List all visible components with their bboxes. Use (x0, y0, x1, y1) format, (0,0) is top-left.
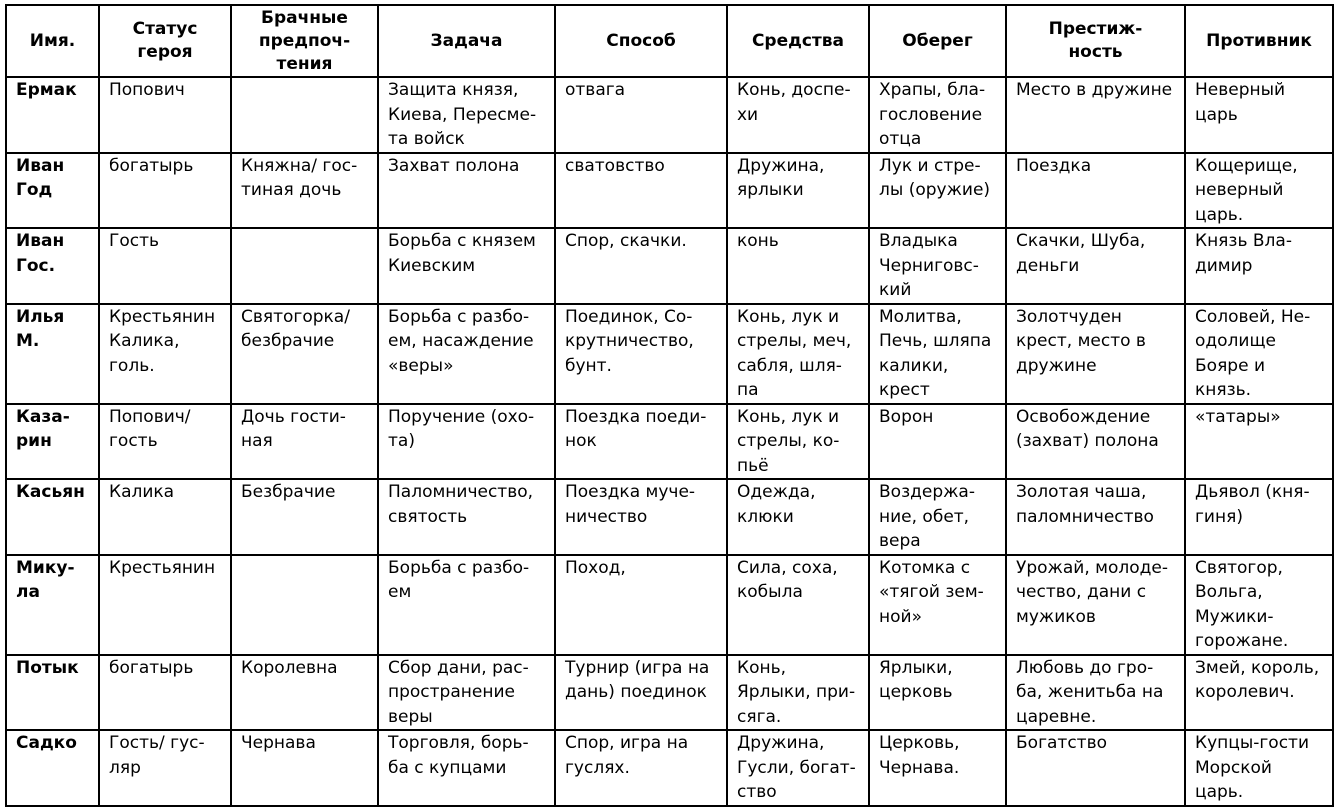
cell-marriage: Дочь гости- ная (231, 404, 378, 480)
table-row (6, 304, 1333, 404)
cell-means: Одежда, клюки (727, 479, 869, 555)
header-method: Способ (555, 5, 727, 77)
cell-name: Ермак (6, 77, 99, 153)
cell-amulet: Церковь, Чернава. (869, 730, 1006, 806)
header-name: Имя. (6, 5, 99, 77)
header-means: Средства (727, 5, 869, 77)
cell-opponent: Князь Вла- димир (1185, 228, 1333, 304)
heroes-table-wrapper (5, 4, 1334, 807)
cell-status: Крестьянин (99, 555, 231, 655)
cell-status: Крестьянин Калика, голь. (99, 304, 231, 404)
cell-status: богатырь (99, 153, 231, 229)
header-marriage: Брачные предпоч- тения (231, 5, 378, 77)
cell-name: Потык (6, 655, 99, 731)
cell-marriage: Святогорка/ безбрачие (231, 304, 378, 404)
cell-means: Конь, лук и стрелы, ко- пьё (727, 404, 869, 480)
cell-task: Поручение (охо- та) (378, 404, 555, 480)
table-row (6, 153, 1333, 229)
cell-status: Гость (99, 228, 231, 304)
table-row (6, 479, 1333, 555)
table-row (6, 228, 1333, 304)
cell-method: сватовство (555, 153, 727, 229)
cell-method: Турнир (игра на дань) поединок (555, 655, 727, 731)
cell-task: Паломничество, святость (378, 479, 555, 555)
header-row (6, 5, 1333, 77)
cell-task: Борьба с разбо- ем (378, 555, 555, 655)
table-row (6, 77, 1333, 153)
cell-task: Борьба с разбо- ем, насаждение «веры» (378, 304, 555, 404)
cell-marriage: Безбрачие (231, 479, 378, 555)
cell-prestige: Освобождение (захват) полона (1006, 404, 1185, 480)
cell-means: Дружина, Гусли, богат- ство (727, 730, 869, 806)
cell-amulet: Воздержа- ние, обет, вера (869, 479, 1006, 555)
cell-opponent: Змей, король, королевич. (1185, 655, 1333, 731)
table-row (6, 404, 1333, 480)
cell-method: Спор, скачки. (555, 228, 727, 304)
cell-status: Попович (99, 77, 231, 153)
cell-marriage (231, 555, 378, 655)
cell-means: конь (727, 228, 869, 304)
cell-means: Дружина, ярлыки (727, 153, 869, 229)
cell-amulet: Ворон (869, 404, 1006, 480)
cell-marriage (231, 77, 378, 153)
cell-method: отвага (555, 77, 727, 153)
cell-marriage: Королевна (231, 655, 378, 731)
cell-opponent: «татары» (1185, 404, 1333, 480)
cell-status: Гость/ гус- ляр (99, 730, 231, 806)
cell-name: Касьян (6, 479, 99, 555)
table-row (6, 730, 1333, 806)
cell-means: Конь, доспе- хи (727, 77, 869, 153)
table-row (6, 655, 1333, 731)
cell-status: Калика (99, 479, 231, 555)
cell-task: Торговля, борь- ба с купцами (378, 730, 555, 806)
cell-amulet: Владыка Черниговс- кий (869, 228, 1006, 304)
cell-marriage (231, 228, 378, 304)
cell-opponent: Соловей, Не- одолище Бояре и князь. (1185, 304, 1333, 404)
cell-means: Конь, Ярлыки, при- сяга. (727, 655, 869, 731)
cell-status: богатырь (99, 655, 231, 731)
header-task: Задача (378, 5, 555, 77)
cell-prestige: Место в дружине (1006, 77, 1185, 153)
cell-marriage: Княжна/ гос- тиная дочь (231, 153, 378, 229)
cell-amulet: Молитва, Печь, шляпа калики, крест (869, 304, 1006, 404)
cell-prestige: Золотчуден крест, место в дружине (1006, 304, 1185, 404)
cell-name: Каза- рин (6, 404, 99, 480)
cell-prestige: Любовь до гро- ба, женитьба на царевне. (1006, 655, 1185, 731)
cell-means: Сила, соха, кобыла (727, 555, 869, 655)
cell-method: Поездка муче- ничество (555, 479, 727, 555)
cell-method: Поездка поеди- нок (555, 404, 727, 480)
heroes-table (5, 4, 1334, 807)
cell-status: Попович/ гость (99, 404, 231, 480)
cell-prestige: Урожай, молоде- чество, дани с мужиков (1006, 555, 1185, 655)
cell-task: Защита князя, Киева, Пересме- та войск (378, 77, 555, 153)
cell-task: Захват полона (378, 153, 555, 229)
cell-method: Поход, (555, 555, 727, 655)
header-prestige: Престиж- ность (1006, 5, 1185, 77)
table-row (6, 555, 1333, 655)
cell-name: Иван Гос. (6, 228, 99, 304)
header-opponent: Противник (1185, 5, 1333, 77)
cell-method: Спор, игра на гуслях. (555, 730, 727, 806)
cell-name: Иван Год (6, 153, 99, 229)
cell-opponent: Неверный царь (1185, 77, 1333, 153)
cell-amulet: Лук и стре- лы (оружие) (869, 153, 1006, 229)
cell-name: Мику- ла (6, 555, 99, 655)
cell-task: Сбор дани, рас- пространение веры (378, 655, 555, 731)
header-amulet: Оберег (869, 5, 1006, 77)
cell-amulet: Храпы, бла- гословение отца (869, 77, 1006, 153)
cell-opponent: Купцы-гости Морской царь. (1185, 730, 1333, 806)
cell-name: Илья М. (6, 304, 99, 404)
cell-amulet: Котомка с «тягой зем- ной» (869, 555, 1006, 655)
cell-task: Борьба с князем Киевским (378, 228, 555, 304)
cell-method: Поединок, Со- крутничество, бунт. (555, 304, 727, 404)
cell-opponent: Дьявол (кня- гиня) (1185, 479, 1333, 555)
header-status: Статус героя (99, 5, 231, 77)
cell-means: Конь, лук и стрелы, меч, сабля, шля- па (727, 304, 869, 404)
cell-marriage: Чернава (231, 730, 378, 806)
cell-prestige: Золотая чаша, паломничество (1006, 479, 1185, 555)
cell-name: Садко (6, 730, 99, 806)
cell-prestige: Скачки, Шуба, деньги (1006, 228, 1185, 304)
cell-opponent: Кощерище, неверный царь. (1185, 153, 1333, 229)
cell-amulet: Ярлыки, церковь (869, 655, 1006, 731)
cell-prestige: Поездка (1006, 153, 1185, 229)
cell-prestige: Богатство (1006, 730, 1185, 806)
cell-opponent: Святогор, Вольга, Мужики- горожане. (1185, 555, 1333, 655)
